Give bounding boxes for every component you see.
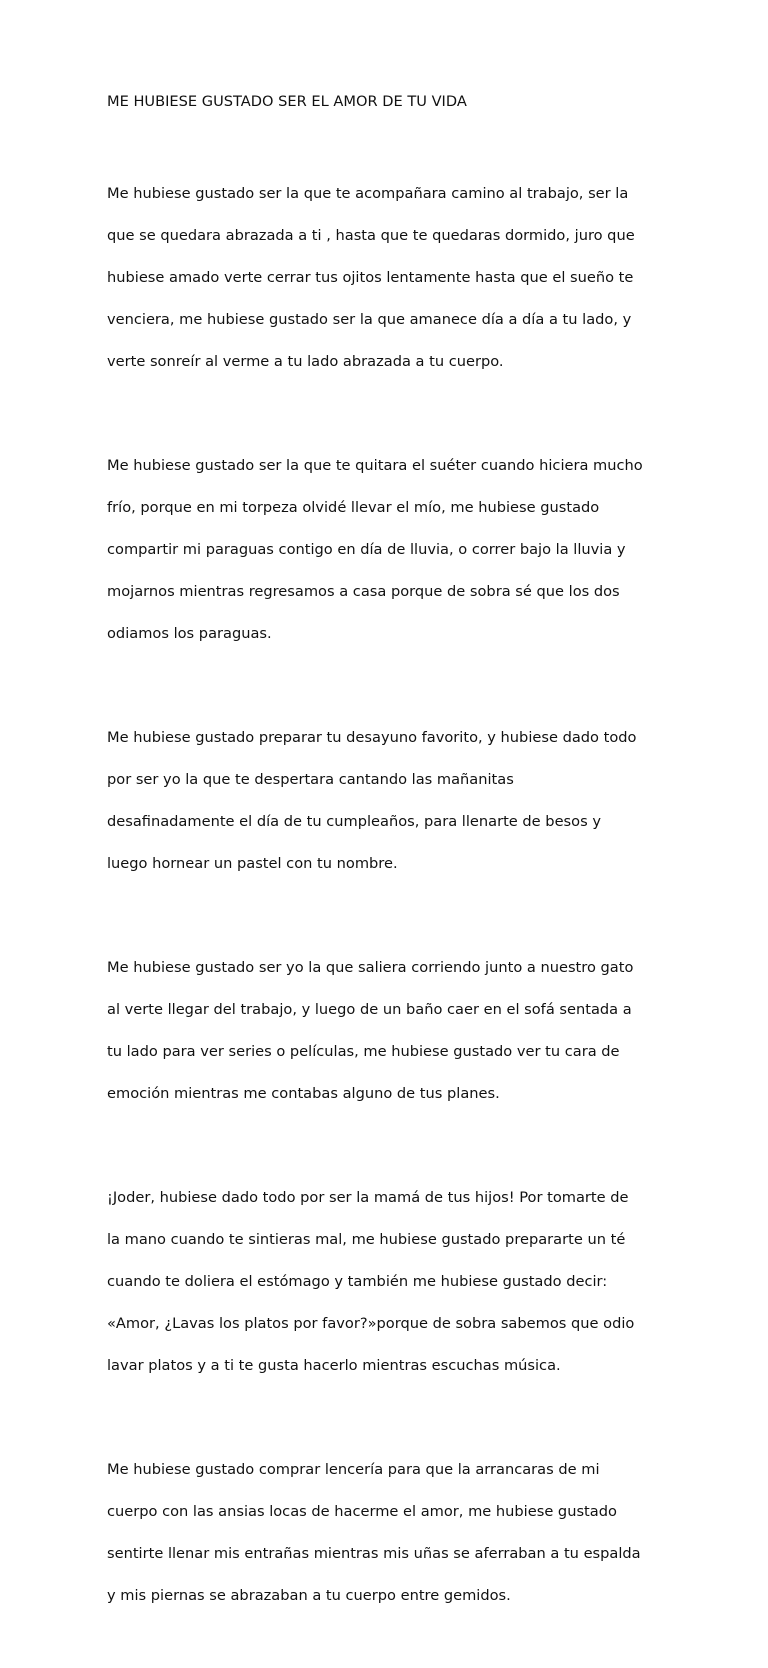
paragraph-line: mojarnos mientras regresamos a casa porque de sobra sé que los dos bbox=[107, 583, 620, 600]
paragraph-line: cuerpo con las ansias locas de hacerme el amor, me hubiese gustado bbox=[107, 1503, 617, 1520]
document-page bbox=[107, 91, 667, 1668]
document-title: ME HUBIESE GUSTADO SER EL AMOR DE TU VIDA bbox=[107, 93, 467, 110]
paragraph-line: Me hubiese gustado ser yo la que saliera corriendo junto a nuestro gato bbox=[107, 959, 634, 976]
paragraph-line: emoción mientras me contabas alguno de tus planes. bbox=[107, 1085, 500, 1102]
paragraph-line: lavar platos y a ti te gusta hacerlo mientras escuchas música. bbox=[107, 1357, 561, 1374]
paragraph-line: Me hubiese gustado comprar lencería para que la arrancaras de mi bbox=[107, 1461, 600, 1478]
paragraph-line: frío, porque en mi torpeza olvidé llevar el mío, me hubiese gustado bbox=[107, 499, 600, 516]
paragraph-line: luego hornear un pastel con tu nombre. bbox=[107, 855, 398, 872]
paragraph-line: compartir mi paraguas contigo en día de lluvia, o correr bajo la lluvia y bbox=[107, 541, 626, 558]
paragraph-line: ¡Joder, hubiese dado todo por ser la mamá de tus hijos! Por tomarte de bbox=[107, 1189, 629, 1206]
paragraph-line: verte sonreír al verme a tu lado abrazada a tu cuerpo. bbox=[107, 353, 504, 370]
paragraph-line: Me hubiese gustado ser la que te acompañara camino al trabajo, ser la bbox=[107, 185, 629, 202]
paragraph-line: por ser yo la que te despertara cantando las mañanitas bbox=[107, 771, 514, 788]
paragraph-line: «Amor, ¿Lavas los platos por favor?»porque de sobra sabemos que odio bbox=[107, 1315, 635, 1332]
paragraph-4 bbox=[107, 936, 667, 1125]
paragraph-5 bbox=[107, 1166, 667, 1397]
paragraph-line: venciera, me hubiese gustado ser la que amanece día a día a tu lado, y bbox=[107, 311, 632, 328]
paragraph-line: desafinadamente el día de tu cumpleaños, para llenarte de besos y bbox=[107, 813, 601, 830]
paragraph-line: Me hubiese gustado ser la que te quitara el suéter cuando hiciera mucho bbox=[107, 457, 643, 474]
paragraph-line: y mis piernas se abrazaban a tu cuerpo entre gemidos. bbox=[107, 1587, 511, 1604]
paragraph-line: la mano cuando te sintieras mal, me hubiese gustado prepararte un té bbox=[107, 1231, 626, 1248]
paragraph-6 bbox=[107, 1438, 667, 1627]
paragraph-line: sentirte llenar mis entrañas mientras mis uñas se aferraban a tu espalda bbox=[107, 1545, 641, 1562]
paragraph-line: tu lado para ver series o películas, me hubiese gustado ver tu cara de bbox=[107, 1043, 620, 1060]
paragraph-line: que se quedara abrazada a ti , hasta que te quedaras dormido, juro que bbox=[107, 227, 635, 244]
paragraph-line: hubiese amado verte cerrar tus ojitos lentamente hasta que el sueño te bbox=[107, 269, 634, 286]
paragraph-line: al verte llegar del trabajo, y luego de un baño caer en el sofá sentada a bbox=[107, 1001, 632, 1018]
paragraph-2 bbox=[107, 434, 667, 665]
paragraph-1 bbox=[107, 162, 667, 393]
paragraph-3 bbox=[107, 706, 667, 895]
paragraph-line: cuando te doliera el estómago y también me hubiese gustado decir: bbox=[107, 1273, 608, 1290]
paragraph-line: Me hubiese gustado preparar tu desayuno favorito, y hubiese dado todo bbox=[107, 729, 637, 746]
paragraph-line: odiamos los paraguas. bbox=[107, 625, 272, 642]
